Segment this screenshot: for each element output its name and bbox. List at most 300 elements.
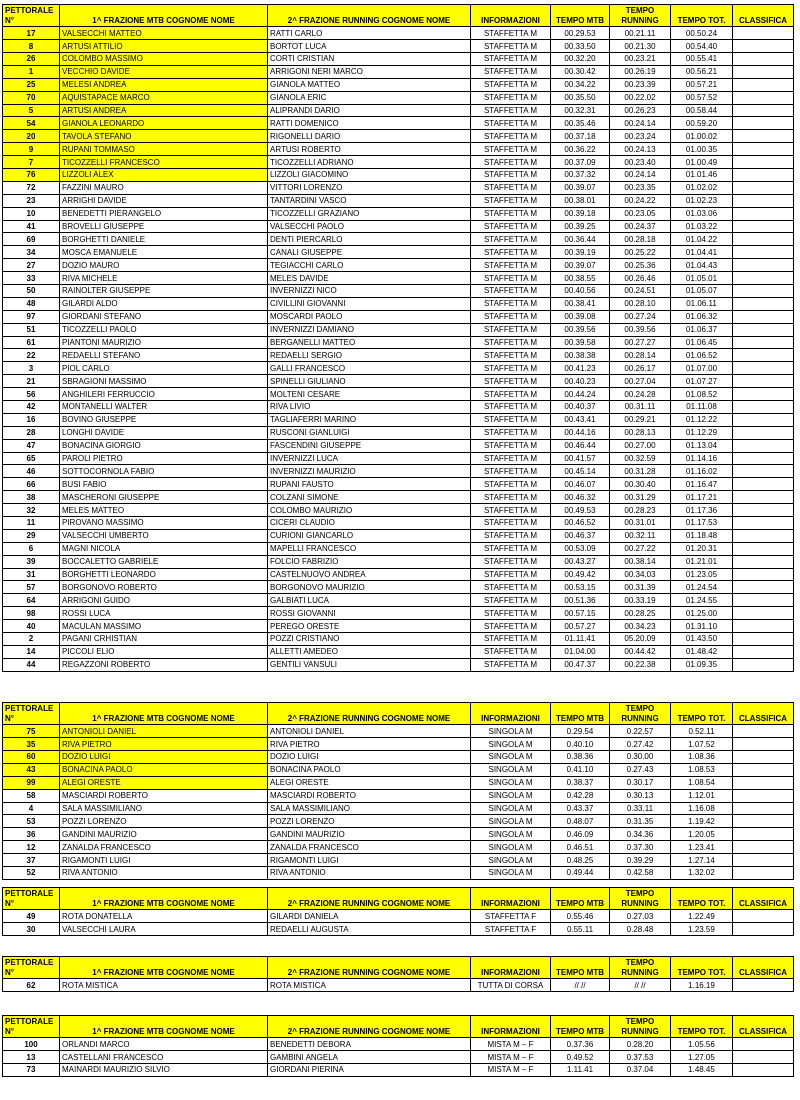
category: MISTA M – F: [471, 1038, 551, 1051]
running-time: 00.23.24: [610, 130, 671, 143]
mtb-time: 00.32.31: [551, 104, 610, 117]
header-frazione2: [268, 957, 471, 979]
running-athlete: GIANOLA ERIC: [268, 91, 471, 104]
header-pettorale-text: PETTORALE: [5, 704, 54, 713]
mtb-time: 00.43.27: [551, 555, 610, 568]
category: STAFFETTA M: [471, 362, 551, 375]
header-frazione1-text: 1^ FRAZIONE MTB COGNOME NOME: [92, 15, 235, 25]
total-time: 1.48.45: [671, 1063, 733, 1076]
category: STAFFETTA M: [471, 78, 551, 91]
running-time: 00.24.51: [610, 285, 671, 298]
running-time: 00.26.17: [610, 362, 671, 375]
mtb-athlete: ALEGI ORESTE: [60, 776, 268, 789]
running-time: 00.39.56: [610, 323, 671, 336]
header-pettorale-text: N°: [5, 1026, 14, 1036]
running-athlete: RIVA ANTONIO: [268, 866, 471, 879]
header-row: [3, 5, 794, 27]
table-row: [3, 465, 794, 478]
header-informazioni: [471, 5, 551, 27]
mtb-athlete: RIVA ANTONIO: [60, 866, 268, 879]
running-athlete: GIORDANI PIERINA: [268, 1063, 471, 1076]
mtb-athlete: BENEDETTI PIERANGELO: [60, 207, 268, 220]
mtb-time: 00.37.32: [551, 168, 610, 181]
table-row: [3, 181, 794, 194]
table-row: [3, 658, 794, 671]
bib-number: 53: [3, 815, 60, 828]
category: STAFFETTA M: [471, 181, 551, 194]
category: STAFFETTA M: [471, 168, 551, 181]
table-row: [3, 168, 794, 181]
total-time: 01.02.23: [671, 194, 733, 207]
running-time: 00.23.39: [610, 78, 671, 91]
header-tempo-running: [610, 1016, 671, 1038]
running-time: 00.24.22: [610, 194, 671, 207]
mtb-time: 0.49.52: [551, 1051, 610, 1064]
mtb-time: 00.46.32: [551, 491, 610, 504]
category: STAFFETTA M: [471, 478, 551, 491]
ranking: [733, 246, 794, 259]
header-tempo-running-text: TEMPO: [625, 1017, 655, 1026]
running-time: 00.29.21: [610, 413, 671, 426]
bib-number: 48: [3, 297, 60, 310]
header-frazione2-text: 2^ FRAZIONE RUNNING COGNOME NOME: [287, 713, 451, 723]
table-row: [3, 285, 794, 298]
mtb-time: 00.38.01: [551, 194, 610, 207]
bib-number: 3: [3, 362, 60, 375]
category: STAFFETTA M: [471, 620, 551, 633]
header-frazione2: [268, 5, 471, 27]
ranking: [733, 620, 794, 633]
bib-number: 50: [3, 285, 60, 298]
header-frazione2-text: 2^ FRAZIONE RUNNING COGNOME NOME: [287, 15, 451, 25]
category: STAFFETTA M: [471, 246, 551, 259]
mtb-time: 00.29.53: [551, 27, 610, 40]
mtb-time: 00.44.16: [551, 426, 610, 439]
table-row: [3, 763, 794, 776]
table-row: [3, 620, 794, 633]
total-time: 00.56.21: [671, 65, 733, 78]
mtb-time: 0.37.36: [551, 1038, 610, 1051]
ranking: [733, 143, 794, 156]
running-time: 00.26.23: [610, 104, 671, 117]
table-row: [3, 349, 794, 362]
total-time: 01.04.43: [671, 259, 733, 272]
mtb-athlete: PICCOLI ELIO: [60, 645, 268, 658]
mtb-time: 0.40.10: [551, 738, 610, 751]
table-row: [3, 375, 794, 388]
category: STAFFETTA M: [471, 27, 551, 40]
header-pettorale-text: PETTORALE: [5, 958, 54, 967]
total-time: 1.23.41: [671, 841, 733, 854]
category: STAFFETTA M: [471, 529, 551, 542]
running-time: 00.23.05: [610, 207, 671, 220]
table-row: [3, 529, 794, 542]
total-time: 00.59.20: [671, 117, 733, 130]
mtb-time: 0.49.44: [551, 866, 610, 879]
mtb-athlete: SBRAGIONI MASSIMO: [60, 375, 268, 388]
header-informazioni-text: INFORMAZIONI: [481, 1026, 540, 1036]
ranking: [733, 259, 794, 272]
category: STAFFETTA M: [471, 323, 551, 336]
header-pettorale-text: N°: [5, 898, 14, 908]
running-athlete: ALEGI ORESTE: [268, 776, 471, 789]
table-row: [3, 633, 794, 646]
table-row: [3, 542, 794, 555]
header-tempo-running-text: TEMPO: [625, 6, 655, 15]
bib-number: 99: [3, 776, 60, 789]
mtb-time: 0.55.11: [551, 923, 610, 936]
mtb-time: 00.36.22: [551, 143, 610, 156]
running-time: 00.28.14: [610, 349, 671, 362]
running-athlete: MASCIARDI ROBERTO: [268, 789, 471, 802]
total-time: 01.17.21: [671, 491, 733, 504]
table-row: [3, 246, 794, 259]
ranking: [733, 465, 794, 478]
table-row: [3, 802, 794, 815]
running-athlete: VITTORI LORENZO: [268, 181, 471, 194]
ranking: [733, 285, 794, 298]
running-athlete: RUSCONI GIANLUIGI: [268, 426, 471, 439]
bib-number: 38: [3, 491, 60, 504]
running-athlete: VALSECCHI PAOLO: [268, 220, 471, 233]
running-time: 00.21.11: [610, 27, 671, 40]
ranking: [733, 750, 794, 763]
total-time: 01.07.27: [671, 375, 733, 388]
running-time: 00.26.46: [610, 272, 671, 285]
mtb-athlete: SALA MASSIMILIANO: [60, 802, 268, 815]
category: STAFFETTA M: [471, 465, 551, 478]
header-frazione1-text: 1^ FRAZIONE MTB COGNOME NOME: [92, 713, 235, 723]
running-athlete: RIGONELLI DARIO: [268, 130, 471, 143]
bib-number: 100: [3, 1038, 60, 1051]
running-time: 00.31.11: [610, 401, 671, 414]
table-row: [3, 310, 794, 323]
header-classifica: [733, 957, 794, 979]
ranking: [733, 789, 794, 802]
table-row: [3, 594, 794, 607]
mtb-athlete: PIANTONI MAURIZIO: [60, 336, 268, 349]
mtb-athlete: MASCIARDI ROBERTO: [60, 789, 268, 802]
header-tempo-mtb: [551, 5, 610, 27]
running-athlete: RATTI CARLO: [268, 27, 471, 40]
mtb-time: 00.57.27: [551, 620, 610, 633]
table-row: [3, 323, 794, 336]
running-athlete: TAGLIAFERRI MARINO: [268, 413, 471, 426]
bib-number: 65: [3, 452, 60, 465]
running-athlete: GIANOLA MATTEO: [268, 78, 471, 91]
running-athlete: ZANALDA FRANCESCO: [268, 841, 471, 854]
running-athlete: RUPANI FAUSTO: [268, 478, 471, 491]
ranking: [733, 349, 794, 362]
ranking: [733, 181, 794, 194]
running-time: 00.34.03: [610, 568, 671, 581]
mtb-time: 00.39.56: [551, 323, 610, 336]
mtb-time: 00.38.38: [551, 349, 610, 362]
bib-number: 39: [3, 555, 60, 568]
running-athlete: MELES DAVIDE: [268, 272, 471, 285]
table-row: [3, 130, 794, 143]
bib-number: 7: [3, 156, 60, 169]
total-time: 01.31.10: [671, 620, 733, 633]
header-pettorale-text: N°: [5, 967, 14, 977]
running-athlete: BERGANELLI MATTEO: [268, 336, 471, 349]
running-athlete: DOZIO LUIGI: [268, 750, 471, 763]
table-row: [3, 27, 794, 40]
ranking: [733, 658, 794, 671]
mtb-athlete: GIANOLA LEONARDO: [60, 117, 268, 130]
category: STAFFETTA M: [471, 220, 551, 233]
mtb-athlete: VALSECCHI UMBERTO: [60, 529, 268, 542]
table-row: [3, 841, 794, 854]
mtb-time: 00.32.20: [551, 52, 610, 65]
ranking: [733, 168, 794, 181]
total-time: 00.57.21: [671, 78, 733, 91]
header-informazioni: [471, 888, 551, 910]
ranking: [733, 426, 794, 439]
running-athlete: LIZZOLI GIACOMINO: [268, 168, 471, 181]
category: STAFFETTA M: [471, 40, 551, 53]
table-row: [3, 854, 794, 867]
running-athlete: MOSCARDI PAOLO: [268, 310, 471, 323]
running-athlete: TANTARDINI VASCO: [268, 194, 471, 207]
ranking: [733, 866, 794, 879]
ranking: [733, 401, 794, 414]
ranking: [733, 439, 794, 452]
running-athlete: ARRIGONI NERI MARCO: [268, 65, 471, 78]
ranking: [733, 828, 794, 841]
ranking: [733, 504, 794, 517]
mtb-athlete: LONGHI DAVIDE: [60, 426, 268, 439]
mtb-time: 00.38.41: [551, 297, 610, 310]
header-tempo-running-text: RUNNING: [621, 967, 659, 977]
total-time: 1.12.01: [671, 789, 733, 802]
ranking: [733, 776, 794, 789]
mtb-time: 00.30.42: [551, 65, 610, 78]
bib-number: 22: [3, 349, 60, 362]
running-time: 00.30.40: [610, 478, 671, 491]
running-time: 00.23.40: [610, 156, 671, 169]
bib-number: 43: [3, 763, 60, 776]
total-time: 1.27.05: [671, 1051, 733, 1064]
running-athlete: CURIONI GIANCARLO: [268, 529, 471, 542]
header-tempo-mtb-text: TEMPO MTB: [556, 967, 604, 977]
mtb-time: // //: [551, 979, 610, 992]
table-row: [3, 388, 794, 401]
running-time: 00.38.14: [610, 555, 671, 568]
bib-number: 11: [3, 517, 60, 530]
mtb-athlete: VALSECCHI MATTEO: [60, 27, 268, 40]
category: STAFFETTA M: [471, 310, 551, 323]
ranking: [733, 220, 794, 233]
bib-number: 26: [3, 52, 60, 65]
category: STAFFETTA M: [471, 581, 551, 594]
total-time: 01.04.22: [671, 233, 733, 246]
category: STAFFETTA M: [471, 233, 551, 246]
mtb-athlete: MOSCA EMANUELE: [60, 246, 268, 259]
header-classifica-text: CLASSIFICA: [739, 1026, 787, 1036]
ranking: [733, 738, 794, 751]
ranking: [733, 40, 794, 53]
running-time: 0.27.43: [610, 763, 671, 776]
mtb-time: 0.29.54: [551, 725, 610, 738]
running-time: 00.25.22: [610, 246, 671, 259]
mtb-athlete: PIROVANO MASSIMO: [60, 517, 268, 530]
header-tempo-tot: [671, 957, 733, 979]
ranking: [733, 542, 794, 555]
mtb-time: 00.40.56: [551, 285, 610, 298]
mtb-time: 00.41.23: [551, 362, 610, 375]
category: STAFFETTA M: [471, 336, 551, 349]
category: STAFFETTA M: [471, 439, 551, 452]
table-row: [3, 607, 794, 620]
running-time: 05.20.09: [610, 633, 671, 646]
category: STAFFETTA F: [471, 910, 551, 923]
running-athlete: ANTONIOLI DANIEL: [268, 725, 471, 738]
running-athlete: BORTOT LUCA: [268, 40, 471, 53]
category: STAFFETTA M: [471, 375, 551, 388]
total-time: 01.00.35: [671, 143, 733, 156]
running-time: 00.31.29: [610, 491, 671, 504]
header-tempo-tot-text: TEMPO TOT.: [677, 713, 726, 723]
mtb-athlete: PAGANI CRHISTIAN: [60, 633, 268, 646]
header-classifica: [733, 888, 794, 910]
bib-number: 2: [3, 633, 60, 646]
ranking: [733, 594, 794, 607]
header-informazioni-text: INFORMAZIONI: [481, 15, 540, 25]
category: SINGOLA M: [471, 802, 551, 815]
table-row: [3, 979, 794, 992]
bib-number: 49: [3, 910, 60, 923]
ranking: [733, 27, 794, 40]
running-time: 0.33.11: [610, 802, 671, 815]
running-athlete: ARTUSI ROBERTO: [268, 143, 471, 156]
running-time: 0.39.29: [610, 854, 671, 867]
total-time: 1.23.59: [671, 923, 733, 936]
table-row: [3, 40, 794, 53]
running-time: 00.34.23: [610, 620, 671, 633]
header-tempo-running-text: RUNNING: [621, 15, 659, 25]
table-row: [3, 555, 794, 568]
bib-number: 51: [3, 323, 60, 336]
running-time: 0.27.03: [610, 910, 671, 923]
running-athlete: GANDINI MAURIZIO: [268, 828, 471, 841]
ranking: [733, 923, 794, 936]
category: SINGOLA M: [471, 763, 551, 776]
mtb-athlete: LIZZOLI ALEX: [60, 168, 268, 181]
ranking: [733, 388, 794, 401]
mtb-time: 00.39.19: [551, 246, 610, 259]
ranking: [733, 815, 794, 828]
mtb-athlete: ORLANDI MARCO: [60, 1038, 268, 1051]
mtb-time: 0.46.09: [551, 828, 610, 841]
mtb-time: 00.39.58: [551, 336, 610, 349]
total-time: 1.08.36: [671, 750, 733, 763]
header-informazioni-text: INFORMAZIONI: [481, 967, 540, 977]
mtb-time: 00.39.07: [551, 181, 610, 194]
mtb-athlete: GANDINI MAURIZIO: [60, 828, 268, 841]
total-time: 01.24.54: [671, 581, 733, 594]
header-classifica-text: CLASSIFICA: [739, 15, 787, 25]
total-time: 1.19.42: [671, 815, 733, 828]
header-tempo-running-text: TEMPO: [625, 889, 655, 898]
running-time: 00.27.04: [610, 375, 671, 388]
bib-number: 72: [3, 181, 60, 194]
running-time: 00.27.27: [610, 336, 671, 349]
running-time: 00.32.11: [610, 529, 671, 542]
bib-number: 47: [3, 439, 60, 452]
bib-number: 70: [3, 91, 60, 104]
total-time: 1.27.14: [671, 854, 733, 867]
running-athlete: RATTI DOMENICO: [268, 117, 471, 130]
mtb-athlete: ROSSI LUCA: [60, 607, 268, 620]
mtb-time: 00.35.46: [551, 117, 610, 130]
total-time: 1.16.08: [671, 802, 733, 815]
header-tempo-tot: [671, 888, 733, 910]
total-time: 01.06.45: [671, 336, 733, 349]
running-athlete: DENTI PIERCARLO: [268, 233, 471, 246]
mtb-athlete: MASCHERONI GIUSEPPE: [60, 491, 268, 504]
category: MISTA M – F: [471, 1051, 551, 1064]
bib-number: 60: [3, 750, 60, 763]
mtb-athlete: MELES MATTEO: [60, 504, 268, 517]
ranking: [733, 517, 794, 530]
table-row: [3, 568, 794, 581]
header-pettorale-text: PETTORALE: [5, 6, 54, 15]
mtb-time: 00.37.18: [551, 130, 610, 143]
mtb-time: 00.46.37: [551, 529, 610, 542]
bib-number: 1: [3, 65, 60, 78]
total-time: 1.05.56: [671, 1038, 733, 1051]
category: SINGOLA M: [471, 828, 551, 841]
header-tempo-running-text: RUNNING: [621, 1026, 659, 1036]
running-time: 00.24.14: [610, 168, 671, 181]
running-time: 00.24.14: [610, 117, 671, 130]
bib-number: 23: [3, 194, 60, 207]
running-time: // //: [610, 979, 671, 992]
mtb-time: 0.46.51: [551, 841, 610, 854]
category: SINGOLA M: [471, 776, 551, 789]
category: STAFFETTA M: [471, 91, 551, 104]
category: STAFFETTA M: [471, 413, 551, 426]
mtb-time: 00.39.08: [551, 310, 610, 323]
mtb-time: 0.43.37: [551, 802, 610, 815]
header-pettorale-text: N°: [5, 15, 14, 25]
header-row: [3, 957, 794, 979]
running-time: 0.37.30: [610, 841, 671, 854]
ranking: [733, 555, 794, 568]
header-tempo-mtb: [551, 957, 610, 979]
header-tempo-running: [610, 703, 671, 725]
running-athlete: TICOZZELLI ADRIANO: [268, 156, 471, 169]
mtb-time: 00.36.44: [551, 233, 610, 246]
running-time: 00.27.22: [610, 542, 671, 555]
ranking: [733, 607, 794, 620]
category: STAFFETTA M: [471, 156, 551, 169]
mtb-athlete: BOCCALETTO GABRIELE: [60, 555, 268, 568]
mtb-time: 00.38.55: [551, 272, 610, 285]
mtb-athlete: ANTONIOLI DANIEL: [60, 725, 268, 738]
mtb-athlete: REDAELLI STEFANO: [60, 349, 268, 362]
mtb-athlete: ZANALDA FRANCESCO: [60, 841, 268, 854]
running-athlete: INVERNIZZI DAMIANO: [268, 323, 471, 336]
mtb-time: 00.41.57: [551, 452, 610, 465]
category: STAFFETTA M: [471, 645, 551, 658]
total-time: 1.08.54: [671, 776, 733, 789]
running-athlete: RIVA LIVIO: [268, 401, 471, 414]
mtb-athlete: BORGHETTI LEONARDO: [60, 568, 268, 581]
running-time: 0.27.42: [610, 738, 671, 751]
running-athlete: GALLI FRANCESCO: [268, 362, 471, 375]
